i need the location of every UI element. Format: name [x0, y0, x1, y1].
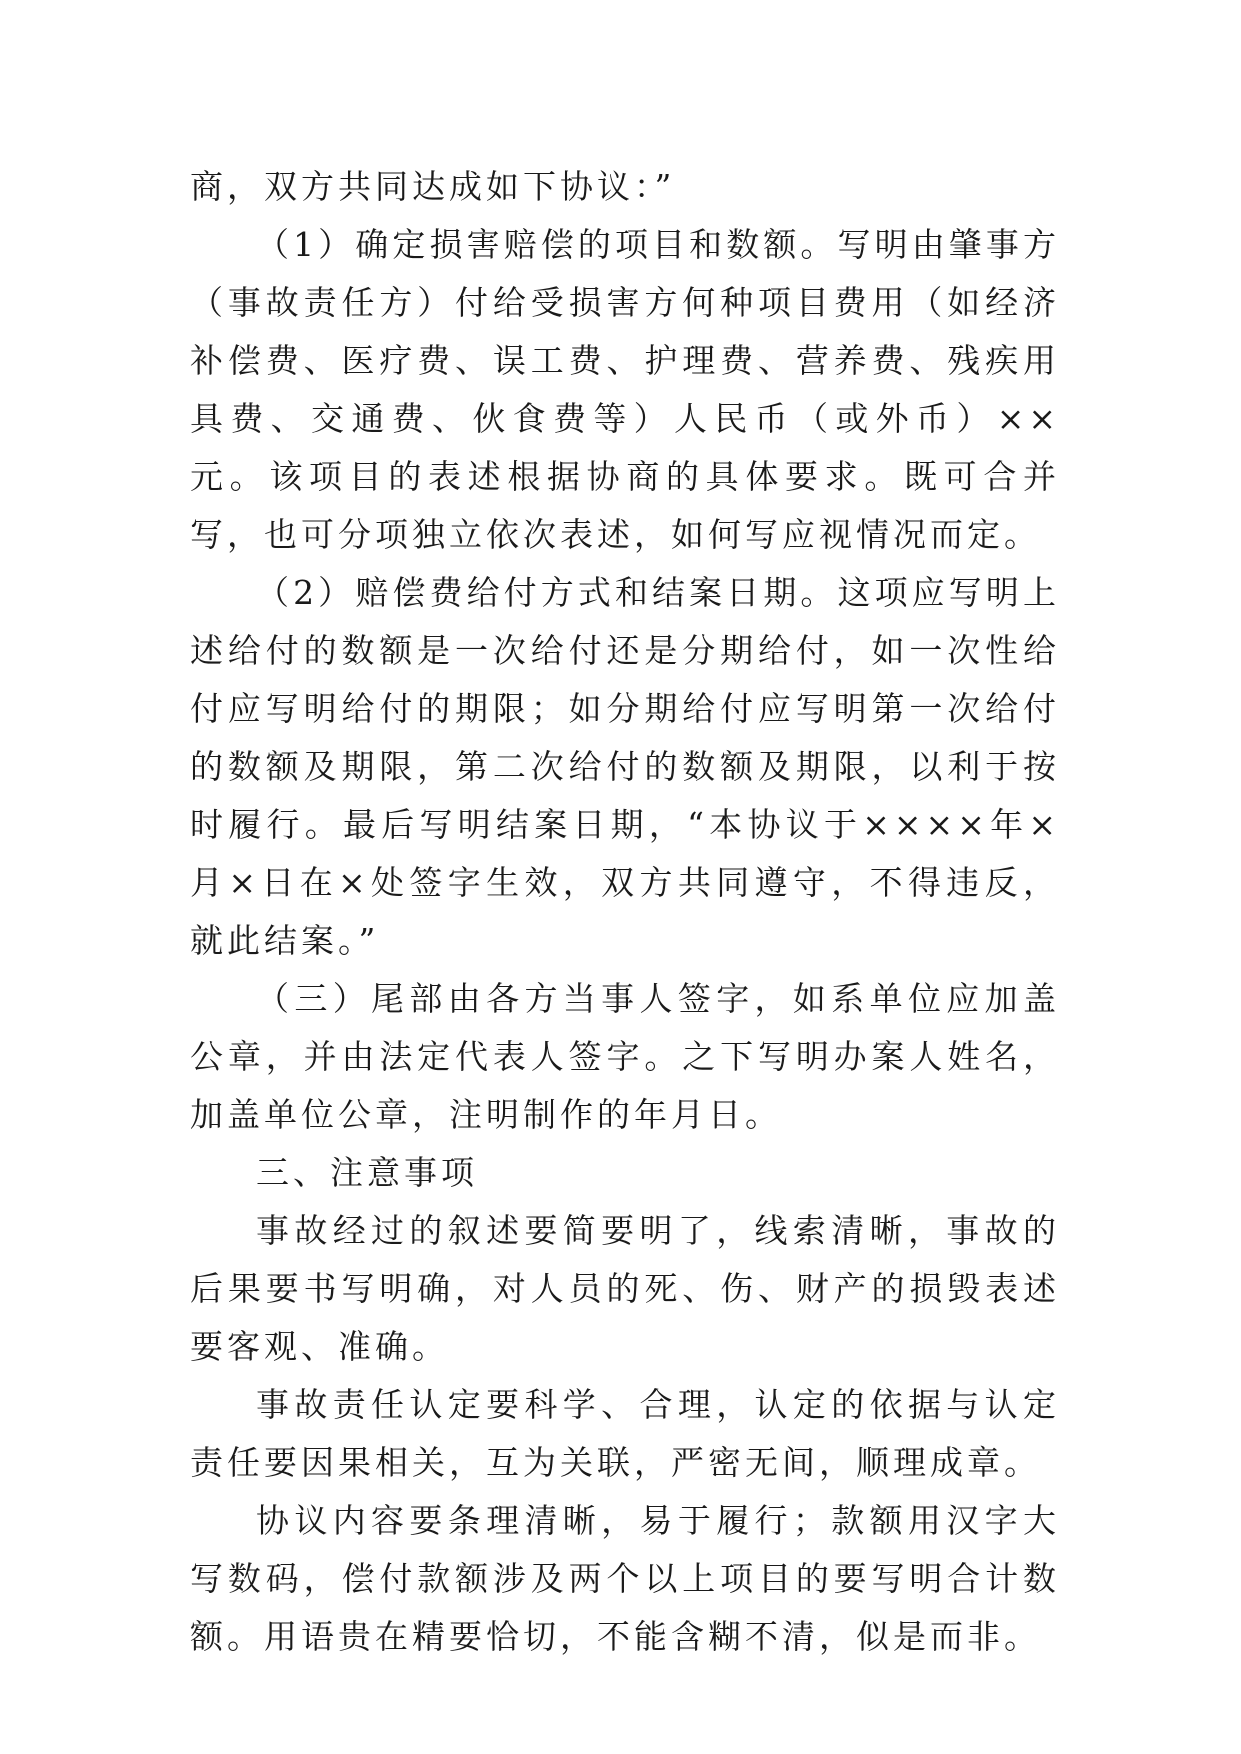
- paragraph-note-responsibility: 事故责任认定要科学、合理，认定的依据与认定责任要因果相关，互为关联，严密无间，顺理成章。: [190, 1385, 1060, 1482]
- paragraph-note-narrative: 事故经过的叙述要简要明了，线索清晰，事故的后果要书写明确，对人员的死、伤、财产的损毁表述要客观、准确。: [190, 1211, 1060, 1366]
- paragraph-signature-section: （三）尾部由各方当事人签字，如系单位应加盖公章，并由法定代表人签字。之下写明办案人姓名，加盖单位公章，注明制作的年月日。: [190, 979, 1060, 1134]
- paragraph-compensation-items: （1）确定损害赔偿的项目和数额。写明由肇事方（事故责任方）付给受损害方何种项目费用（如经济补偿费、医疗费、误工费、护理费、营养费、残疾用具费、交通费、伙食费等）人民币（或外币）××元。该项目的表述根据协商的具体要求。既可合并写，也可分项独立依次表述，如何写应视情况而定。: [190, 225, 1060, 554]
- paragraph-payment-method: （2）赔偿费给付方式和结案日期。这项应写明上述给付的数额是一次给付还是分期给付，如一次性给付应写明给付的期限；如分期给付应写明第一次给付的数额及期限，第二次给付的数额及期限，以利于按时履行。最后写明结案日期，“本协议于××××年×月×日在×处签字生效，双方共同遵守，不得违反，就此结案。”: [190, 573, 1060, 960]
- paragraph-note-agreement: 协议内容要条理清晰，易于履行；款额用汉字大写数码，偿付款额涉及两个以上项目的要写明合计数额。用语贵在精要恰切，不能含糊不清，似是而非。: [190, 1501, 1060, 1656]
- paragraph-continuation: 商，双方共同达成如下协议：”: [190, 167, 676, 206]
- document-body: [190, 158, 1060, 1666]
- section-heading-notes: 三、注意事项: [256, 1153, 478, 1192]
